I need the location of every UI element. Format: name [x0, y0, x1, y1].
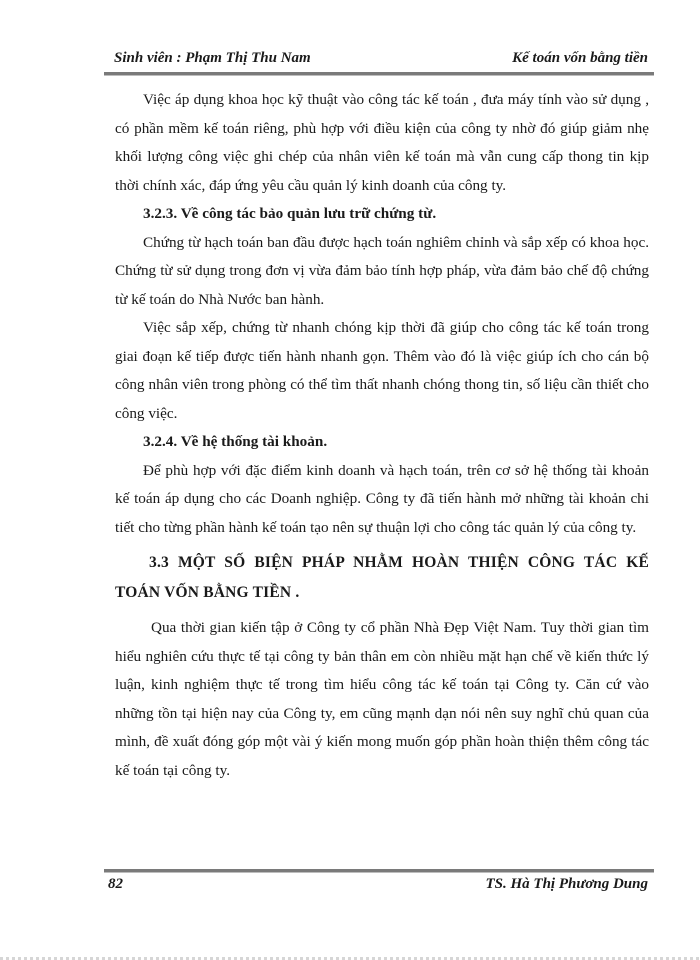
- footer-advisor-name: TS. Hà Thị Phương Dung: [485, 876, 648, 892]
- page-body: [115, 86, 649, 785]
- page-footer: [108, 874, 654, 896]
- heading-3-2-3: 3.2.3. Về công tác bảo quản lưu trữ chứng từ.: [143, 205, 437, 222]
- header-divider: [104, 72, 654, 75]
- page-header: [108, 46, 654, 68]
- paragraph-internship-proposal: Qua thời gian kiến tập ở Công ty cổ phần Nhà Đẹp Việt Nam. Tuy thời gian tìm hiểu nghiên cứu thực tế tại công ty bản thân em còn nhiều mặt hạn chế về kiến thức lý luận, kinh nghiệm thực tế trong tìm hiểu công tác kế toán tại Công ty. Căn cứ vào những tồn tại hiện nay của Công ty, em cũng mạnh dạn nói nên suy nghĩ chủ quan của mình, đề xuất đóng góp một vài ý kiến mong muốn góp phần hoàn thiện thêm công tác kế toán tại công ty.: [115, 619, 649, 779]
- paragraph-software-application: Việc áp dụng khoa học kỹ thuật vào công tác kế toán , đưa máy tính vào sử dụng , có phần mềm kế toán riêng, phù hợp với điều kiện của công ty nhờ đó giúp giảm nhẹ khối lượng công việc ghi chép của nhân viên kế toán mà vẫn cung cấp thong tin kịp thời chính xác, đáp ứng yêu cầu quản lý kinh doanh của công ty.: [115, 91, 649, 194]
- header-topic: Kế toán vốn bằng tiền: [512, 50, 648, 66]
- paragraph-document-arrangement: Việc sắp xếp, chứng từ nhanh chóng kịp thời đã giúp cho công tác kế toán trong giai đoạn kế tiếp được tiến hành nhanh gọn. Thêm vào đó là việc giúp ích cho cán bộ công nhân viên trong phòng có thể tìm thất nhanh chóng thong tin, số liệu cần thiết cho công việc.: [115, 319, 649, 422]
- page-number: 82: [108, 876, 123, 892]
- heading-3-3: 3.3 MỘT SỐ BIỆN PHÁP NHẰM HOÀN THIỆN CÔNG TÁC KẾ TOÁN VỐN BẰNG TIỀN .: [115, 554, 649, 601]
- footer-divider: [104, 869, 654, 872]
- paragraph-original-documents: Chứng từ hạch toán ban đầu được hạch toán nghiêm chỉnh và sắp xếp có khoa học. Chứng từ sử dụng trong đơn vị vừa đảm bảo tính hợp pháp, vừa đảm bảo chế độ chứng từ kế toán do Nhà Nước ban hành.: [115, 233, 649, 308]
- paragraph-account-system: Để phù hợp với đặc điểm kinh doanh và hạch toán, trên cơ sở hệ thống tài khoản kế toán áp dụng cho các Doanh nghiệp. Công ty đã tiến hành mở những tài khoản chi tiết cho từng phần hành kế toán tạo nên sự thuận lợi cho công tác quản lý của công ty.: [115, 461, 649, 536]
- heading-3-2-4: 3.2.4. Về hệ thống tài khoản.: [143, 433, 328, 450]
- header-student-name: Sinh viên : Phạm Thị Thu Nam: [114, 50, 311, 66]
